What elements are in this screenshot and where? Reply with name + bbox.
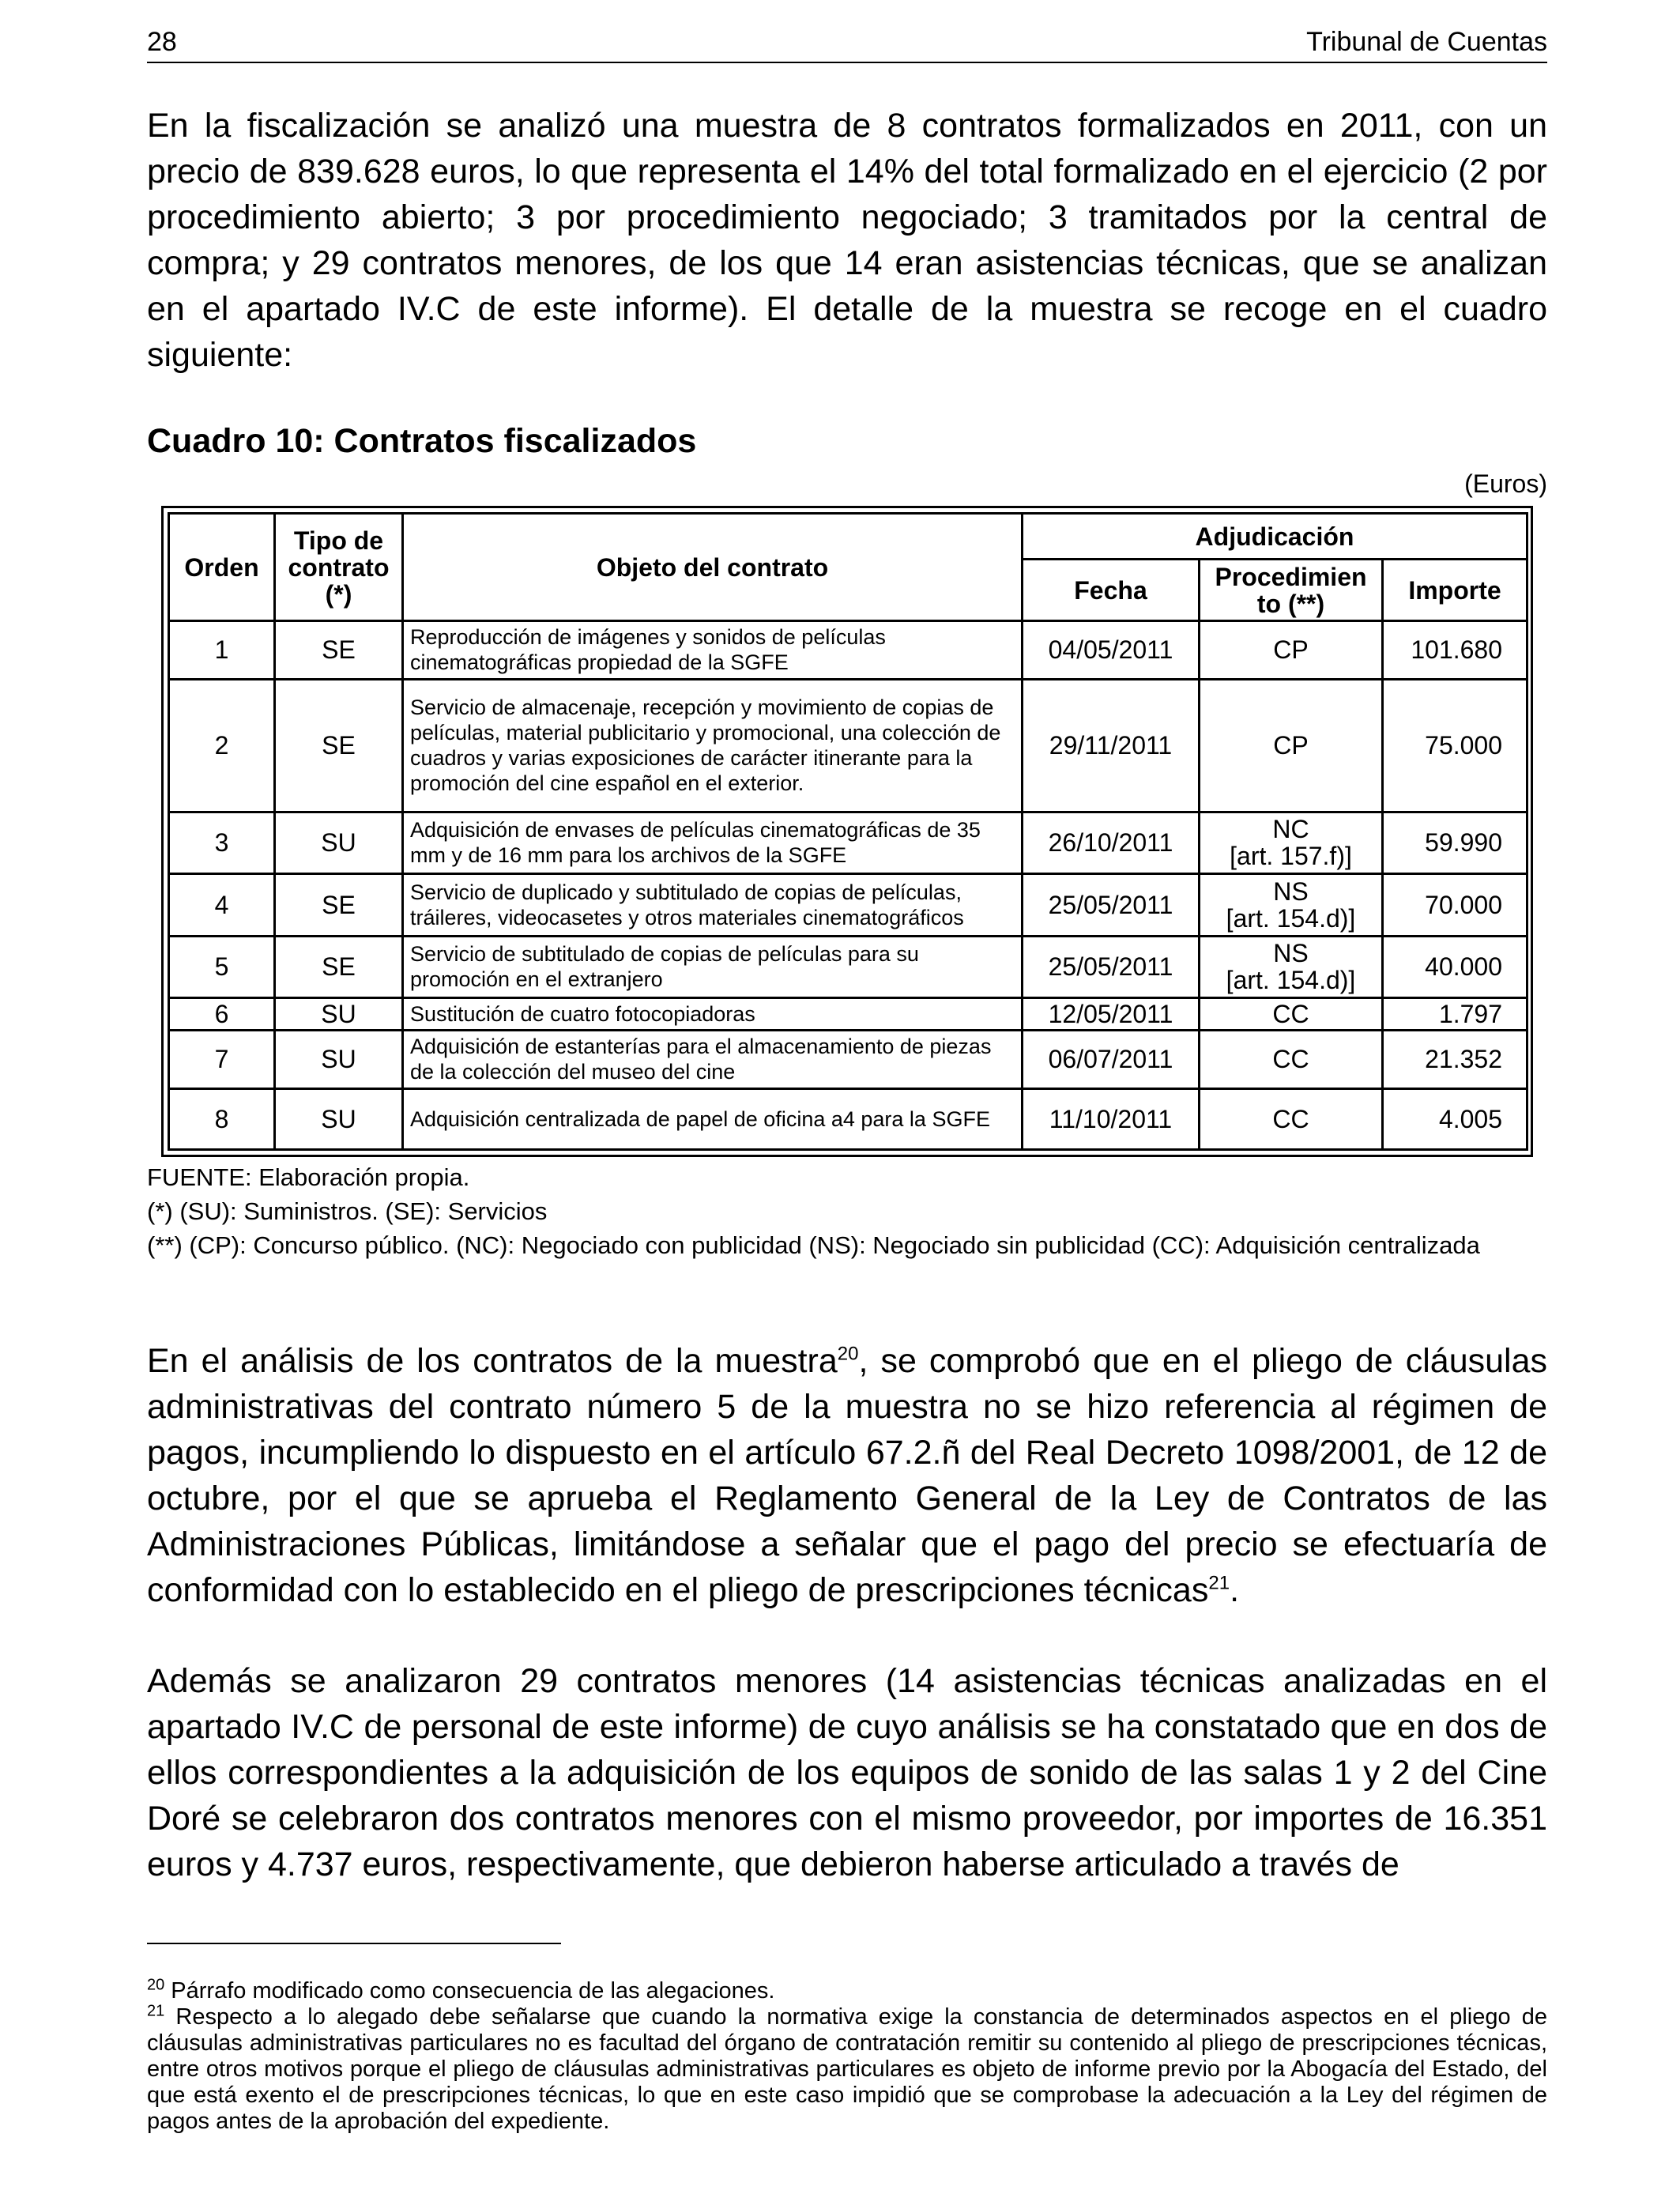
header-tipo: Tipo de contrato (*) [275, 514, 403, 621]
page-number: 28 [147, 27, 177, 57]
paragraph-analysis-text-3: . [1230, 1571, 1240, 1609]
table-row [169, 1030, 1527, 1088]
cell-orden: 5 [169, 936, 275, 997]
cell-tipo: SE [275, 936, 403, 997]
cell-tipo: SU [275, 1088, 403, 1149]
procedimiento-code: CC [1272, 1045, 1309, 1074]
cell-fecha: 04/05/2011 [1023, 621, 1200, 680]
header-orden: Orden [169, 514, 275, 621]
footnote-number: 21 [147, 2002, 165, 2020]
cell-objeto: Adquisición de envases de películas cinematográficas de 35 mm y de 16 mm para los archivos de la SGFE [403, 812, 1023, 873]
cell-fecha: 25/05/2011 [1023, 936, 1200, 997]
procedimiento-code: NS [1273, 939, 1309, 968]
cell-tipo: SU [275, 812, 403, 873]
cell-procedimiento [1200, 679, 1383, 812]
procedimiento-code: CC [1272, 999, 1309, 1028]
cell-objeto: Servicio de almacenaje, recepción y movimiento de copias de películas, material publicitario y promocional, una colección de cuadros y varias exposiciones de carácter itinerante para la promoción del cine español en el exterior. [403, 679, 1023, 812]
table-row [169, 874, 1527, 936]
table-notes [147, 1160, 1547, 1262]
contracts-table [168, 512, 1528, 1151]
cell-orden: 7 [169, 1030, 275, 1088]
cell-objeto: Servicio de duplicado y subtitulado de copias de películas, tráileres, videocasetes y otros materiales cinematográficos [403, 874, 1023, 936]
header-procedimiento: Procedimien to (**) [1200, 560, 1383, 621]
note-tipo: (*) (SU): Suministros. (SE): Servicios [147, 1197, 548, 1225]
cell-orden: 6 [169, 997, 275, 1030]
footnote-ref-21: 21 [1208, 1572, 1230, 1594]
table-row [169, 936, 1527, 997]
note-fuente: FUENTE: Elaboración propia. [147, 1163, 470, 1191]
cell-fecha: 25/05/2011 [1023, 874, 1200, 936]
page-header [147, 24, 1547, 63]
procedimiento-code: CC [1272, 1104, 1309, 1133]
cell-tipo: SE [275, 621, 403, 680]
cell-importe: 1.797 [1383, 997, 1527, 1030]
header-title: Tribunal de Cuentas [1306, 27, 1547, 57]
cell-importe: 75.000 [1383, 679, 1527, 812]
cell-fecha: 29/11/2011 [1023, 679, 1200, 812]
cell-importe: 21.352 [1383, 1030, 1527, 1088]
contracts-table-frame [161, 506, 1533, 1157]
table-units: (Euros) [1464, 469, 1547, 498]
footnote-separator [147, 1943, 561, 1944]
cell-fecha: 06/07/2011 [1023, 1030, 1200, 1088]
table-title: Cuadro 10: Contratos fiscalizados [147, 422, 697, 460]
cell-tipo: SU [275, 1030, 403, 1088]
header-adjudicacion: Adjudicación [1023, 514, 1527, 560]
procedimiento-article: [art. 154.d)] [1226, 903, 1356, 933]
footnote-text: Párrafo modificado como consecuencia de las alegaciones. [164, 1978, 775, 2004]
cell-tipo: SU [275, 997, 403, 1030]
procedimiento-code: NS [1273, 876, 1309, 906]
footnotes [147, 1978, 1547, 2135]
cell-fecha: 11/10/2011 [1023, 1088, 1200, 1149]
paragraph-intro: En la fiscalización se analizó una muestra de 8 contratos formalizados en 2011, con un precio de 839.628 euros, lo que representa el 14% del total formalizado en el ejercicio (2 por procedimiento abierto; 3 por procedimiento negociado; 3 tramitados por la central de compra; y 29 contratos menores, de los que 14 eran asistencias técnicas, que se analizan en el apartado IV.C de este informe). El detalle de la muestra se recoge en el cuadro siguiente: [147, 107, 1547, 374]
cell-importe: 40.000 [1383, 936, 1527, 997]
cell-importe: 59.990 [1383, 812, 1527, 873]
header-objeto: Objeto del contrato [403, 514, 1023, 621]
cell-orden: 8 [169, 1088, 275, 1149]
cell-procedimiento [1200, 1088, 1383, 1149]
cell-procedimiento [1200, 812, 1383, 873]
cell-orden: 4 [169, 874, 275, 936]
cell-tipo: SE [275, 874, 403, 936]
table-row [169, 1088, 1527, 1149]
cell-importe: 70.000 [1383, 874, 1527, 936]
cell-orden: 3 [169, 812, 275, 873]
cell-objeto: Adquisición de estanterías para el almacenamiento de piezas de la colección del museo del cine [403, 1030, 1023, 1088]
procedimiento-article: [art. 154.d)] [1226, 966, 1356, 995]
note-procedimiento: (**) (CP): Concurso público. (NC): Negociado con publicidad (NS): Negociado sin publicidad (CC): Adquisición centralizada [147, 1231, 1480, 1259]
table-row [169, 679, 1527, 812]
procedimiento-code: CP [1273, 731, 1309, 760]
paragraph-minor-contracts: Además se analizaron 29 contratos menores (14 asistencias técnicas analizadas en el apartado IV.C de personal de este informe) de cuyo análisis se ha constatado que en dos de ellos correspondientes a la adquisición de los equipos de sonido de las salas 1 y 2 del Cine Doré se celebraron dos contratos menores con el mismo proveedor, por importes de 16.351 euros y 4.737 euros, respectivamente, que debieron haberse articulado a través de [147, 1662, 1547, 1883]
cell-orden: 1 [169, 621, 275, 680]
table-row [169, 812, 1527, 873]
cell-procedimiento [1200, 936, 1383, 997]
cell-fecha: 12/05/2011 [1023, 997, 1200, 1030]
footnote-21 [147, 2004, 1547, 2135]
cell-importe: 4.005 [1383, 1088, 1527, 1149]
cell-procedimiento [1200, 874, 1383, 936]
procedimiento-article: [art. 157.f)] [1230, 842, 1352, 871]
header-fecha: Fecha [1023, 560, 1200, 621]
cell-objeto: Sustitución de cuatro fotocopiadoras [403, 997, 1023, 1030]
cell-objeto: Servicio de subtitulado de copias de películas para su promoción en el extranjero [403, 936, 1023, 997]
footnote-number: 20 [147, 1976, 165, 1994]
procedimiento-code: NC [1272, 815, 1309, 844]
cell-procedimiento [1200, 621, 1383, 680]
cell-objeto: Adquisición centralizada de papel de oficina a4 para la SGFE [403, 1088, 1023, 1149]
procedimiento-code: CP [1273, 635, 1309, 665]
footnote-20 [147, 1978, 1547, 2004]
cell-orden: 2 [169, 679, 275, 812]
cell-procedimiento [1200, 1030, 1383, 1088]
paragraph-analysis-text-2: , se comprobó que en el pliego de cláusulas administrativas del contrato número 5 de la muestra no se hizo referencia al régimen de pagos, incumpliendo lo dispuesto en el artículo 67.2.ñ del Real Decreto 1098/2001, de 12 de octubre, por el que se aprueba el Reglamento General de la Ley de Contratos de las Administraciones Públicas, limitándose a señalar que el pago del precio se efectuaría de conformidad con lo establecido en el pliego de prescripciones técnicas [147, 1342, 1547, 1609]
paragraph-analysis-text-1: En el análisis de los contratos de la muestra [147, 1342, 838, 1380]
header-importe: Importe [1383, 560, 1527, 621]
cell-procedimiento [1200, 997, 1383, 1030]
cell-importe: 101.680 [1383, 621, 1527, 680]
cell-tipo: SE [275, 679, 403, 812]
paragraph-analysis [147, 1338, 1547, 1613]
table-row [169, 997, 1527, 1030]
table-body [169, 621, 1527, 1150]
footnote-text: Respecto a lo alegado debe señalarse que cuando la normativa exige la constancia de determinados aspectos en el pliego de cláusulas administrativas particulares no es facultad del órgano de contratación remitir su contenido al pliego de prescripciones técnicas, entre otros motivos porque el pliego de cláusulas administrativas particulares es objeto de informe previo por la Abogacía del Estado, del que está exento el de prescripciones técnicas, lo que en este caso impidió que se comprobase la adecuación a la Ley del régimen de pagos antes de la aprobación del expediente. [147, 2004, 1547, 2134]
footnote-ref-20: 20 [837, 1343, 859, 1365]
table-row [169, 621, 1527, 680]
cell-objeto: Reproducción de imágenes y sonidos de películas cinematográficas propiedad de la SGFE [403, 621, 1023, 680]
cell-fecha: 26/10/2011 [1023, 812, 1200, 873]
